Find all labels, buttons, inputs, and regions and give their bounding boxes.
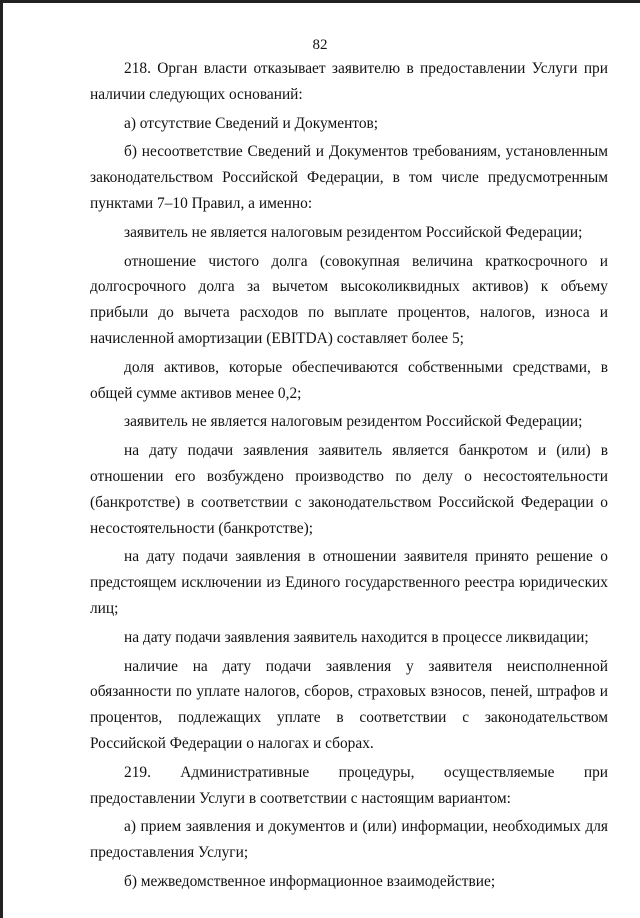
paragraph-net-debt: отношение чистого долга (совокупная величина краткосрочного и долгосрочного долга за вычетом высоколиквидных активов) к объему прибыли до вычета расходов по выплате процентов, налогов, износа и начисленной амортизации (EBITDA) составляет более 5; [90,252,608,347]
paragraph-tax-resident-1: заявитель не является налоговым резидентом Российской Федерации; [124,223,583,241]
paragraph-218-intro: 218. Орган власти отказывает заявителю в предоставлении Услуги при наличии следующих оснований: [90,60,608,103]
paragraph-219-intro: 219. Административные процедуры, осуществляемые при предоставлении Услуги в соответствии с настоящим вариантом: [90,763,608,807]
paragraph-tax-debt: наличие на дату подачи заявления у заявителя неисполненной обязанности по уплате налогов, сборов, страховых взносов, пеней, штрафов и процентов, подлежащих уплате в соответствии с законодательством Российской Федерации о налогах и сборах. [90,657,608,752]
page-number: 82 [312,37,328,53]
paragraph-219-a: а) прием заявления и документов и (или) информации, необходимых для предоставления Услуги; [90,818,608,862]
paragraph-219-b: б) межведомственное информационное взаимодействие; [124,872,496,890]
paragraph-218-b: б) несоответствие Сведений и Документов требованиям, установленным законодательством Российской Федерации, в том числе предусмотренным пунктами 7–10 Правил, а именно: [90,143,608,212]
paragraph-equity-share: доля активов, которые обеспечиваются собственными средствами, в общей сумме активов менее 0,2; [90,358,608,402]
document-body [90,56,608,895]
paragraph-tax-resident-2: заявитель не является налоговым резидентом Российской Федерации; [124,413,583,431]
paragraph-218-a: а) отсутствие Сведений и Документов; [124,114,379,132]
paragraph-bankruptcy: на дату подачи заявления заявитель является банкротом и (или) в отношении его возбуждено производство по делу о несостоятельности (банкротстве) в соответствии с законодательством Российской Федерации о несостоятельности (банкротстве); [90,442,608,537]
paragraph-exclusion: на дату подачи заявления в отношении заявителя принято решение о предстоящем исключении из Единого государственного реестра юридических лиц; [90,548,608,617]
paragraph-liquidation: на дату подачи заявления заявитель находится в процессе ликвидации; [124,628,589,646]
